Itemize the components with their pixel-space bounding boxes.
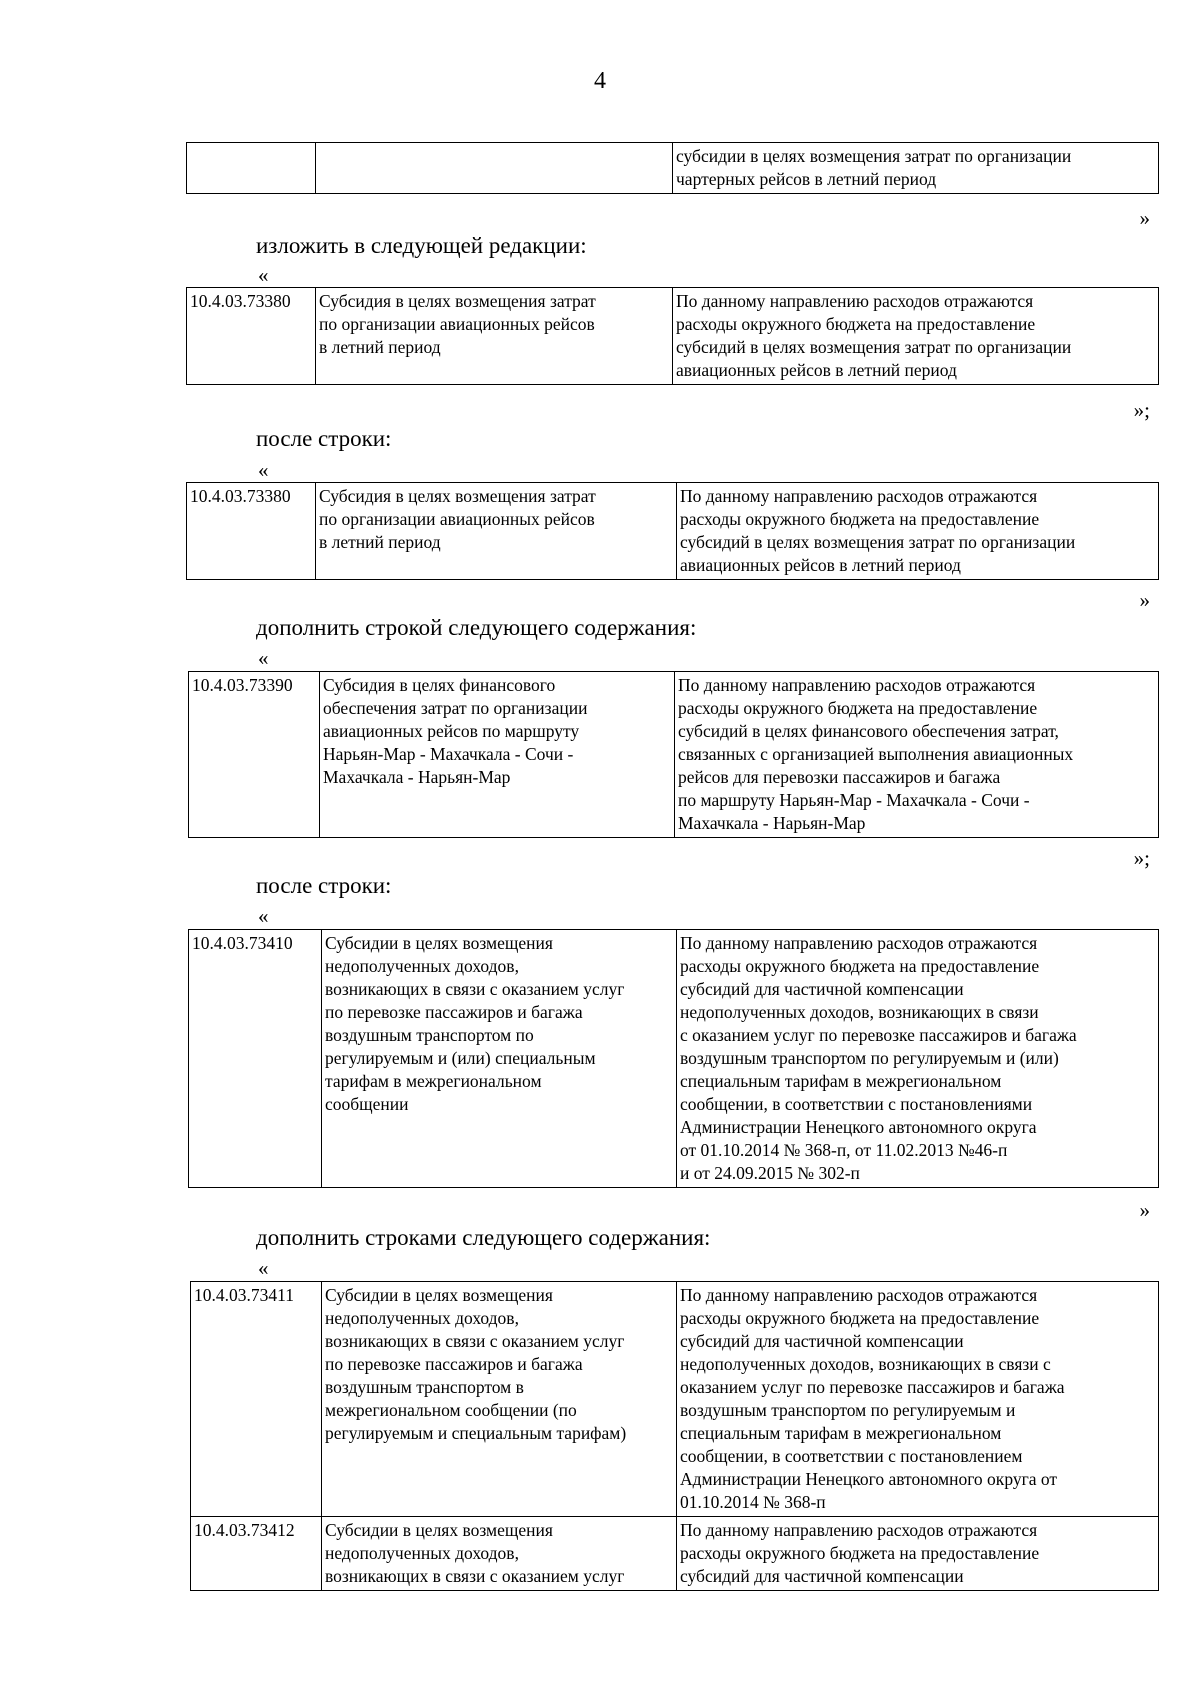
instruction-text: после строки:: [256, 873, 392, 898]
table-row: [189, 930, 1159, 1188]
name-line: Субсидии в целях возмещения: [325, 1285, 553, 1305]
description-line: субсидий в целях возмещения затрат по организации: [676, 337, 1072, 357]
description-line: и от 24.09.2015 № 302-п: [680, 1163, 860, 1183]
description-cell: [673, 143, 1159, 194]
description-line: оказанием услуг по перевозке пассажиров и багажа: [680, 1377, 1065, 1397]
description-line: рейсов для перевозки пассажиров и багажа: [678, 767, 1001, 787]
description-line: расходы окружного бюджета на предоставление: [680, 956, 1040, 976]
name-line: по организации авиационных рейсов: [319, 314, 595, 334]
name-line: Нарьян-Мар - Махачкала - Сочи -: [323, 744, 574, 764]
description-line: расходы окружного бюджета на предоставление: [680, 509, 1040, 529]
name-line: Субсидии в целях возмещения: [325, 933, 553, 953]
description-cell: [675, 672, 1159, 838]
description-line: специальным тарифам в межрегиональном: [680, 1423, 1002, 1443]
name-line: обеспечения затрат по организации: [323, 698, 588, 718]
description-cell: [673, 288, 1159, 385]
opening-quote: «: [258, 458, 269, 482]
opening-quote: «: [258, 1256, 269, 1280]
code-cell: 10.4.03.73412: [191, 1517, 322, 1591]
description-line: чартерных рейсов в летний период: [676, 169, 937, 189]
code-cell: 10.4.03.73411: [191, 1282, 322, 1517]
name-cell: [320, 672, 675, 838]
description-line: субсидий для частичной компенсации: [680, 1331, 964, 1351]
description-line: По данному направлению расходов отражаются: [680, 933, 1038, 953]
description-line: Махачкала - Нарьян-Мар: [678, 813, 866, 833]
name-line: по организации авиационных рейсов: [319, 509, 595, 529]
table-row: [191, 1282, 1159, 1517]
table-row: [189, 672, 1159, 838]
name-line: возникающих в связи с оказанием услуг: [325, 979, 625, 999]
code-cell: 10.4.03.73410: [189, 930, 322, 1188]
description-line: воздушным транспортом по регулируемым и (или): [680, 1048, 1059, 1068]
description-line: По данному направлению расходов отражаются: [680, 1285, 1038, 1305]
name-cell: [316, 288, 673, 385]
name-line: Субсидии в целях возмещения: [325, 1520, 553, 1540]
description-cell: [677, 930, 1159, 1188]
name-line: Махачкала - Нарьян-Мар: [323, 767, 511, 787]
instruction-text: дополнить строками следующего содержания:: [256, 1225, 711, 1250]
table-section-2: [186, 482, 1159, 580]
name-line: Субсидия в целях возмещения затрат: [319, 291, 596, 311]
instruction-text: изложить в следующей редакции:: [256, 233, 587, 258]
description-line: По данному направлению расходов отражаются: [680, 1520, 1038, 1540]
description-line: авиационных рейсов в летний период: [676, 360, 957, 380]
description-line: субсидий для частичной компенсации: [680, 979, 964, 999]
description-line: от 01.10.2014 № 368-п, от 11.02.2013 №46-п: [680, 1140, 1008, 1160]
table-section-3: [188, 671, 1159, 838]
code-cell: 10.4.03.73380: [187, 288, 316, 385]
table-row: [187, 288, 1159, 385]
description-line: сообщении, в соответствии с постановлениями: [680, 1094, 1033, 1114]
opening-quote: «: [258, 263, 269, 287]
name-line: возникающих в связи с оказанием услуг: [325, 1331, 625, 1351]
name-line: Субсидия в целях финансового: [323, 675, 556, 695]
description-line: авиационных рейсов в летний период: [680, 555, 961, 575]
description-line: расходы окружного бюджета на предоставление: [678, 698, 1038, 718]
table-section-0: [186, 142, 1159, 194]
description-line: недополученных доходов, возникающих в связи с: [680, 1354, 1051, 1374]
description-cell: [677, 1282, 1159, 1517]
name-line: авиационных рейсов по маршруту: [323, 721, 580, 741]
description-line: расходы окружного бюджета на предоставление: [676, 314, 1036, 334]
description-line: субсидий в целях финансового обеспечения затрат,: [678, 721, 1059, 741]
name-line: сообщении: [325, 1094, 409, 1114]
table-section-5: [190, 1281, 1159, 1591]
description-line: Администрации Ненецкого автономного округа от: [680, 1469, 1058, 1489]
name-cell: [322, 1517, 677, 1591]
description-line: с оказанием услуг по перевозке пассажиров и багажа: [680, 1025, 1077, 1045]
name-cell: [322, 1282, 677, 1517]
name-line: тарифам в межрегиональном: [325, 1071, 542, 1091]
table-row: [187, 483, 1159, 580]
instruction-text: дополнить строкой следующего содержания:: [256, 615, 697, 640]
name-line: недополученных доходов,: [325, 956, 519, 976]
description-line: субсидий для частичной компенсации: [680, 1566, 964, 1586]
description-cell: [677, 1517, 1159, 1591]
name-line: Субсидия в целях возмещения затрат: [319, 486, 596, 506]
description-line: По данному направлению расходов отражаются: [680, 486, 1038, 506]
description-line: расходы окружного бюджета на предоставление: [680, 1543, 1040, 1563]
page-number: 4: [594, 68, 606, 94]
code-cell: [187, 143, 316, 194]
name-line: возникающих в связи с оказанием услуг: [325, 1566, 625, 1586]
description-line: По данному направлению расходов отражаются: [678, 675, 1036, 695]
description-line: специальным тарифам в межрегиональном: [680, 1071, 1002, 1091]
name-line: недополученных доходов,: [325, 1543, 519, 1563]
description-line: по маршруту Нарьян-Мар - Махачкала - Сочи -: [678, 790, 1030, 810]
description-line: По данному направлению расходов отражаются: [676, 291, 1034, 311]
name-line: по перевозке пассажиров и багажа: [325, 1002, 583, 1022]
name-line: регулируемым и специальным тарифам): [325, 1423, 627, 1443]
name-line: воздушным транспортом по: [325, 1025, 534, 1045]
description-line: Администрации Ненецкого автономного округа: [680, 1117, 1037, 1137]
closing-quote: »;: [1133, 846, 1150, 870]
name-line: в летний период: [319, 532, 441, 552]
opening-quote: «: [258, 646, 269, 670]
name-cell: [316, 143, 673, 194]
name-line: регулируемым и (или) специальным: [325, 1048, 596, 1068]
closing-quote: »: [1139, 1198, 1150, 1222]
name-line: межрегиональном сообщении (по: [325, 1400, 577, 1420]
table-section-1: [186, 287, 1159, 385]
closing-quote: »: [1139, 588, 1150, 612]
description-line: связанных с организацией выполнения авиационных: [678, 744, 1074, 764]
instruction-text: после строки:: [256, 426, 392, 451]
closing-quote: »;: [1133, 398, 1150, 422]
opening-quote: «: [258, 904, 269, 928]
description-line: расходы окружного бюджета на предоставление: [680, 1308, 1040, 1328]
name-line: в летний период: [319, 337, 441, 357]
description-line: субсидии в целях возмещения затрат по организации: [676, 146, 1072, 166]
description-line: 01.10.2014 № 368-п: [680, 1492, 826, 1512]
code-cell: 10.4.03.73390: [189, 672, 320, 838]
table-row: [187, 143, 1159, 194]
name-cell: [322, 930, 677, 1188]
description-line: субсидий в целях возмещения затрат по организации: [680, 532, 1076, 552]
name-cell: [316, 483, 677, 580]
closing-quote: »: [1139, 206, 1150, 230]
description-line: сообщении, в соответствии с постановлением: [680, 1446, 1023, 1466]
name-line: по перевозке пассажиров и багажа: [325, 1354, 583, 1374]
name-line: воздушным транспортом в: [325, 1377, 524, 1397]
description-line: воздушным транспортом по регулируемым и: [680, 1400, 1016, 1420]
name-line: недополученных доходов,: [325, 1308, 519, 1328]
description-line: недополученных доходов, возникающих в связи: [680, 1002, 1039, 1022]
table-section-4: [188, 929, 1159, 1188]
table-row: [191, 1517, 1159, 1591]
description-cell: [677, 483, 1159, 580]
code-cell: 10.4.03.73380: [187, 483, 316, 580]
